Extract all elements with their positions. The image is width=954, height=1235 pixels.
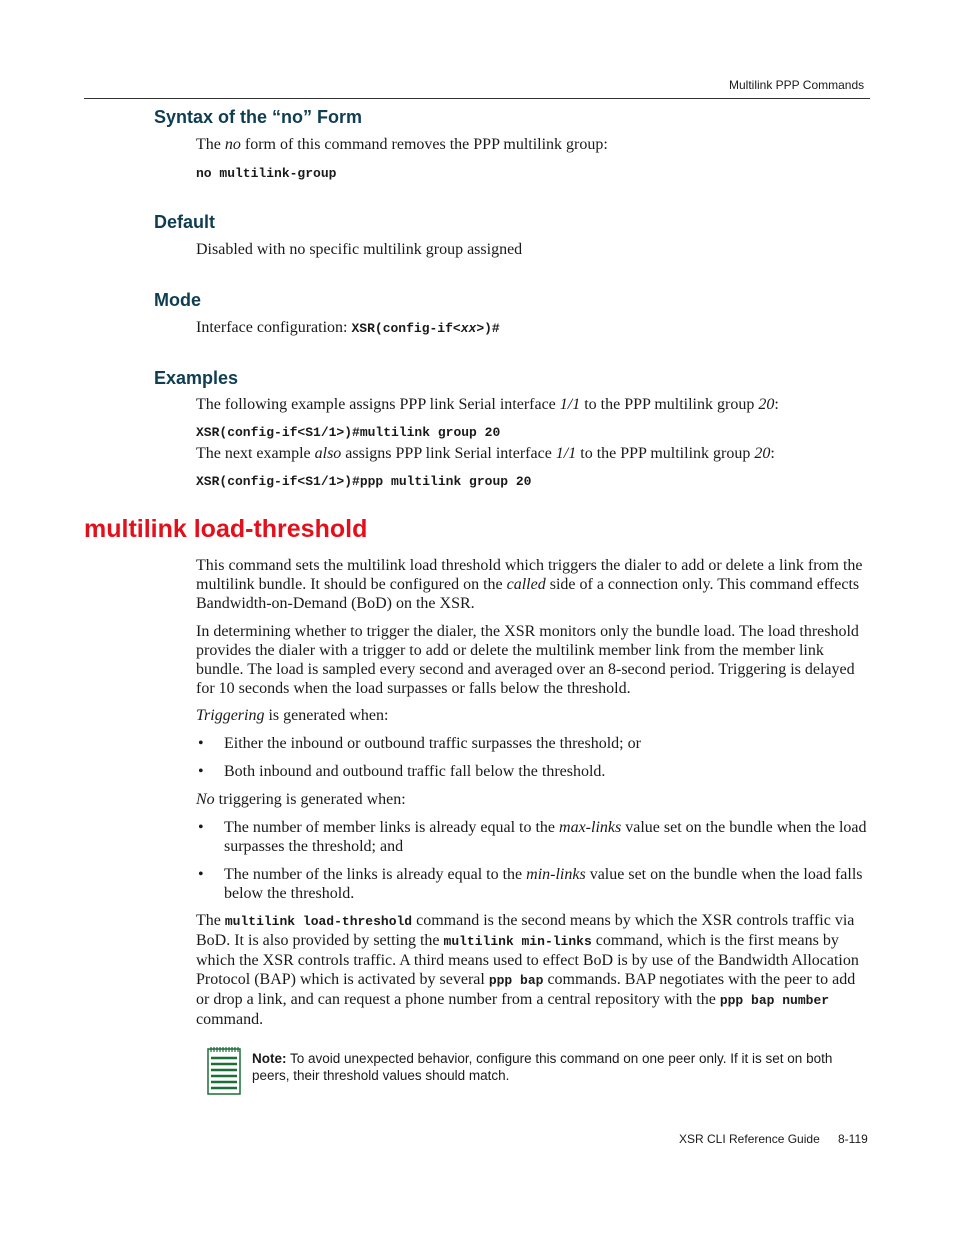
- example-2-text: The next example also assigns PPP link Serial interface 1/1 to the PPP multilink group 20:: [196, 445, 775, 462]
- paragraph-4: No triggering is generated when:: [196, 791, 406, 808]
- example-2-command: XSR(config-if<S1/1>)#ppp multilink group 20: [196, 474, 532, 489]
- example-1-text: The following example assigns PPP link Serial interface 1/1 to the PPP multilink group 20:: [196, 396, 779, 413]
- bullet-marker: •: [198, 735, 204, 752]
- running-header: Multilink PPP Commands: [729, 78, 865, 92]
- footer-guide-title: XSR CLI Reference Guide: [679, 1132, 820, 1146]
- header-rule: [84, 98, 870, 99]
- no-form-heading: Syntax of the “no” Form: [154, 107, 363, 127]
- footer-page-number: 8-119: [838, 1132, 868, 1146]
- paragraph-1: This command sets the multilink load threshold which triggers the dialer to add or delete a link from the multilink bundle. It should be configured on the called side of a connection only. This command effects Bandwidth-on-Demand (BoD) on the XSR.: [196, 557, 863, 612]
- default-text: Disabled with no specific multilink group assigned: [196, 241, 523, 258]
- paragraph-5: The multilink load-threshold command is the second means by which the XSR controls traffic via BoD. It is also provided by setting the multilink min-links command, which is the first means by which the XSR controls traffic. A third means used to effect BoD is by use of the Bandwidth Allocation Protocol (BAP) which is activated by several ppp bap commands. BAP negotiates with the peer to add or drop a link, and can request a phone number from a central repository with the ppp bap number command.: [196, 912, 859, 1028]
- bullet-marker: •: [198, 866, 204, 883]
- no-form-command: no multilink-group: [196, 166, 337, 181]
- note-icon: [206, 1046, 242, 1096]
- example-1-command: XSR(config-if<S1/1>)#multilink group 20: [196, 425, 501, 440]
- mode-heading: Mode: [154, 290, 201, 310]
- bullet-marker: •: [198, 819, 204, 836]
- list-item: Either the inbound or outbound traffic surpasses the threshold; or: [224, 735, 641, 752]
- note-text: Note: To avoid unexpected behavior, configure this command on one peer only. If it is set on both peers, their threshold values should match.: [252, 1051, 833, 1083]
- list-item: The number of the links is already equal to the min-links value set on the bundle when the load falls below the threshold.: [224, 866, 863, 902]
- list-item: Both inbound and outbound traffic fall below the threshold.: [224, 763, 606, 780]
- no-form-description: The no form of this command removes the PPP multilink group:: [196, 136, 608, 153]
- list-item: The number of member links is already equal to the max-links value set on the bundle when the load surpasses the threshold; and: [224, 819, 867, 855]
- mode-text: Interface configuration: XSR(config-if<xx>)#: [196, 319, 500, 336]
- mode-prompt: XSR(config-if<xx>)#: [351, 321, 500, 336]
- bullet-marker: •: [198, 763, 204, 780]
- section-title: multilink load-threshold: [84, 515, 368, 543]
- paragraph-3: Triggering is generated when:: [196, 707, 389, 724]
- default-heading: Default: [154, 212, 216, 232]
- paragraph-2: In determining whether to trigger the dialer, the XSR monitors only the bundle load. The load threshold provides the dialer with a trigger to add or delete the multilink member link from the member link bundle. The load is sampled every second and averaged over an 8-second period. Triggering is delayed for 10 seconds when the load surpasses or falls below the threshold.: [196, 623, 859, 697]
- examples-heading: Examples: [154, 368, 239, 388]
